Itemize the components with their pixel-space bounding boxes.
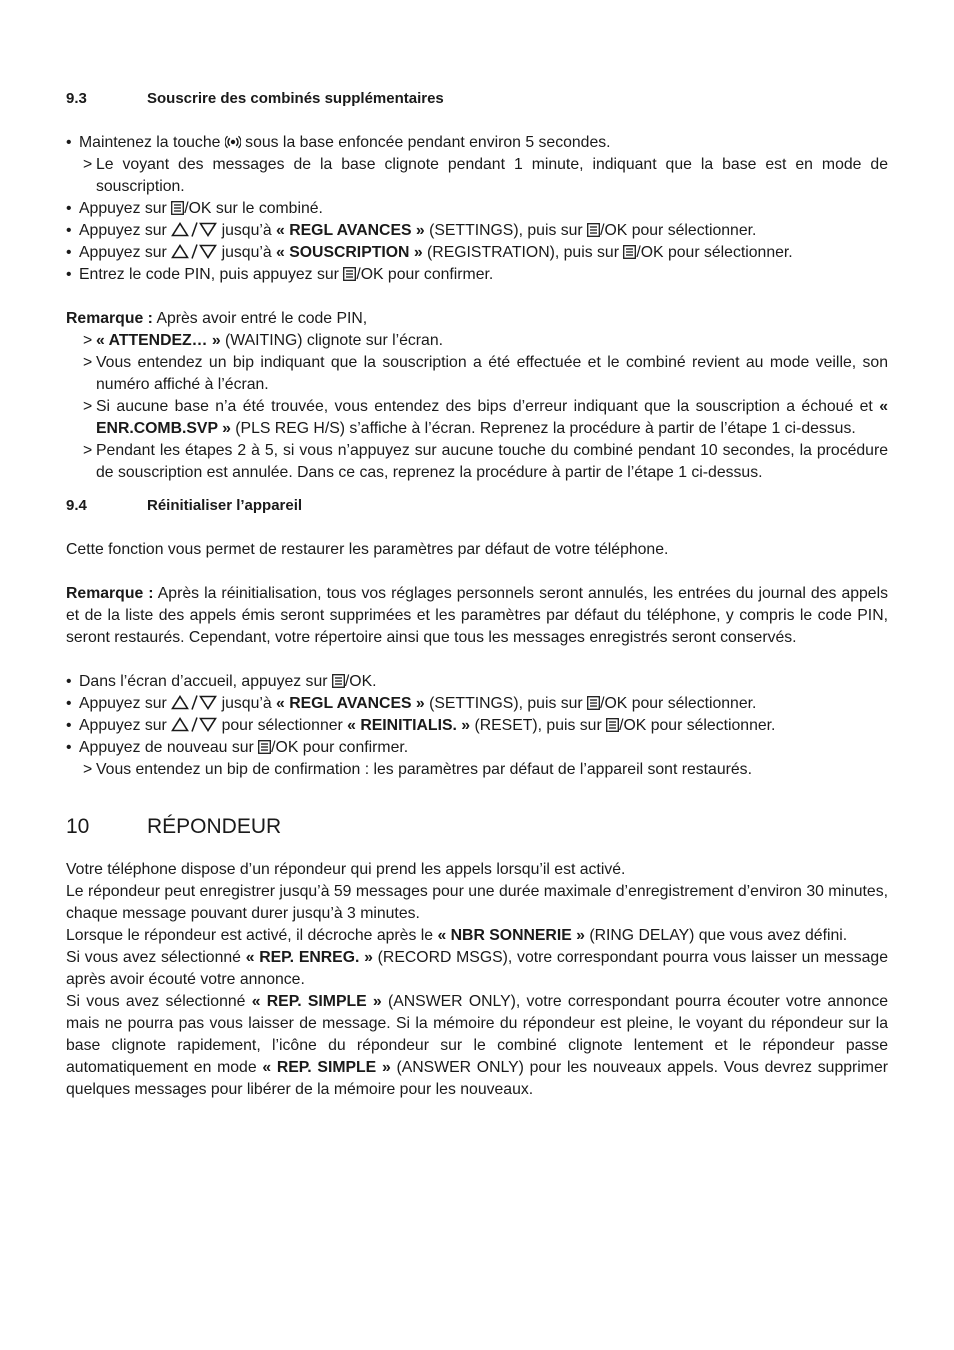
item-text: Vous entendez un bip indiquant que la souscription a été effectuée et le combiné revient au mode veille, son numéro affiché à l’écran. (96, 354, 888, 393)
item-text: jusqu’à (221, 244, 272, 261)
ok-key-label: /OK (271, 739, 299, 756)
item-text: pour sélectionner. (631, 695, 757, 712)
item-text: pour confirmer. (387, 266, 494, 283)
menu-option: « REGL AVANCES » (276, 695, 425, 712)
item-text: Entrez le code PIN, puis appuyez sur (79, 266, 339, 283)
bullet: • (66, 695, 72, 712)
item-text: Appuyez sur (79, 695, 167, 712)
paragraph: Le répondeur peut enregistrer jusqu’à 59 messages pour une durée maximale d’enregistrement d’environ 30 minutes, chaque message pouvant durer jusqu’à 3 minutes. (66, 883, 888, 922)
item-text: jusqu’à (221, 222, 272, 239)
bullet: • (66, 222, 72, 239)
list-item (66, 264, 888, 286)
remark-label: Remarque : (66, 310, 153, 327)
arrow-marker: > (83, 761, 93, 778)
item-text: jusqu’à (221, 695, 272, 712)
section-heading-9-3 (66, 88, 888, 110)
bullet: • (66, 717, 72, 734)
ok-key-label: /OK (636, 244, 664, 261)
remark (66, 308, 888, 330)
paragraph (66, 925, 888, 947)
item-text: (RING DELAY) que vous avez défini. (589, 927, 848, 944)
menu-option: « REP. SIMPLE » (262, 1059, 391, 1076)
chapter-heading-10 (66, 813, 888, 841)
ok-key-label: /OK (600, 695, 628, 712)
item-text: (PLS REG H/S) s’affiche à l’écran. Reprenez la procédure à partir de l’étape 1 ci-dessus. (235, 420, 856, 437)
list-item (66, 242, 888, 264)
paragraph (66, 991, 888, 1101)
menu-icon (258, 740, 271, 754)
item-text: Si vous avez sélectionné (66, 949, 241, 966)
sub-list-item (66, 759, 888, 781)
item-text: (ANSWER ONLY) pour les nouveaux appels. Vous devrez supprimer quelques messages pour libérer de la mémoire pour les nouveaux. (66, 1059, 889, 1098)
arrow-marker: > (83, 354, 93, 371)
section-heading-9-4 (66, 495, 888, 517)
item-text: Dans l’écran d’accueil, appuyez sur (79, 673, 328, 690)
ok-key-label: /OK (356, 266, 384, 283)
item-text: pour sélectionner. (631, 222, 757, 239)
item-text: Maintenez la touche (79, 134, 221, 151)
item-text: (WAITING) clignote sur l’écran. (225, 332, 444, 349)
item-text: pour sélectionner. (667, 244, 793, 261)
list-item (66, 132, 888, 154)
list-item (66, 737, 888, 759)
menu-option: « NBR SONNERIE » (437, 927, 585, 944)
menu-option: « REP. ENREG. » (245, 949, 373, 966)
remark-label: Remarque : (66, 585, 154, 602)
item-text: sur le combiné. (215, 200, 323, 217)
menu-option: « REP. SIMPLE » (251, 993, 382, 1010)
item-text: pour confirmer. (302, 739, 409, 756)
section-number: 9.4 (66, 497, 87, 514)
item-text: Si vous avez sélectionné (66, 993, 246, 1010)
item-text: (RECORD MSGS), votre correspondant pourra vous laisser un message après avoir écouté votre annonce. (66, 949, 888, 988)
paging-icon (225, 135, 241, 149)
item-text: Lorsque le répondeur est activé, il décroche après le (66, 927, 434, 944)
remark-text: Après la réinitialisation, tous vos réglages personnels seront annulés, les entrées du journal des appels et de la liste des appels émis seront supprimées et les paramètres par défaut du téléphone, y compris le code PIN, seront restaurés. Cependant, votre répertoire ainsi que tous les messages enregistrés seront conservés. (66, 585, 888, 646)
section-title: Souscrire des combinés supplémentaires (147, 90, 444, 107)
menu-option: « REINITIALIS. » (347, 717, 471, 734)
chapter-body (66, 859, 888, 1101)
item-text: Appuyez sur (79, 244, 167, 261)
up-down-arrows-icon (171, 717, 217, 732)
menu-icon (606, 718, 619, 732)
item-text: Appuyez de nouveau sur (79, 739, 254, 756)
menu-icon (343, 267, 356, 281)
item-text: Le voyant des messages de la base clignote pendant 1 minute, indiquant que la base est en mode de souscription. (96, 156, 888, 195)
bullet: • (66, 266, 72, 283)
list-item (66, 693, 888, 715)
ok-key-label: /OK. (344, 673, 377, 690)
sub-list-item (66, 396, 888, 440)
bullet: • (66, 244, 72, 261)
item-text: pour sélectionner (221, 717, 343, 734)
item-text: Pendant les étapes 2 à 5, si vous n’appuyez sur aucune touche du combiné pendant 10 secondes, la procédure de souscription est annulée. Dans ce cas, reprenez la procédure à partir de l’étape 1 ci-dessus. (96, 442, 888, 481)
arrow-marker: > (83, 156, 93, 173)
up-down-arrows-icon (171, 695, 217, 710)
sub-list-item (66, 352, 888, 396)
menu-icon (332, 674, 345, 688)
section-title: Réinitialiser l’appareil (147, 497, 303, 514)
bullet: • (66, 200, 72, 217)
document-page (66, 88, 888, 1101)
item-text: (REGISTRATION), puis sur (427, 244, 619, 261)
item-text: pour sélectionner. (650, 717, 776, 734)
item-text: (SETTINGS), puis sur (429, 695, 583, 712)
remark (66, 583, 888, 649)
ok-key-label: /OK (184, 200, 212, 217)
paragraph (66, 947, 888, 991)
menu-option: « SOUSCRIPTION » (276, 244, 423, 261)
bullet: • (66, 134, 72, 151)
up-down-arrows-icon (171, 222, 217, 237)
menu-icon (587, 696, 600, 710)
arrow-marker: > (83, 442, 93, 459)
up-down-arrows-icon (171, 244, 217, 259)
item-text: Vous entendez un bip de confirmation : les paramètres par défaut de l’appareil sont restaurés. (96, 761, 752, 778)
list-item (66, 671, 888, 693)
bullet: • (66, 673, 72, 690)
list-item (66, 198, 888, 220)
menu-icon (171, 201, 184, 215)
list-item (66, 220, 888, 242)
remark-text: Après avoir entré le code PIN, (156, 310, 368, 327)
sub-list-item (66, 440, 888, 484)
item-text: Si aucune base n’a été trouvée, vous entendez des bips d’erreur indiquant que la souscription a échoué et (96, 398, 873, 415)
menu-icon (587, 223, 600, 237)
menu-icon (623, 245, 636, 259)
ok-key-label: /OK (600, 222, 628, 239)
menu-option: « ENR.COMB.SVP » (96, 398, 888, 437)
menu-option: « ATTENDEZ… » (96, 332, 221, 349)
item-text: Appuyez sur (79, 717, 167, 734)
section-number: 9.3 (66, 90, 87, 107)
menu-option: « REGL AVANCES » (276, 222, 425, 239)
item-text: Appuyez sur (79, 200, 167, 217)
paragraph: Votre téléphone dispose d’un répondeur qui prend les appels lorsqu’il est activé. (66, 861, 626, 878)
paragraph: Cette fonction vous permet de restaurer les paramètres par défaut de votre téléphone. (66, 541, 669, 558)
item-text: sous la base enfoncée pendant environ 5 secondes. (245, 134, 611, 151)
item-text: (RESET), puis sur (474, 717, 602, 734)
arrow-marker: > (83, 398, 93, 415)
ok-key-label: /OK (619, 717, 647, 734)
sub-list-item (66, 154, 888, 198)
sub-list-item (66, 330, 888, 352)
chapter-number: 10 (66, 815, 90, 838)
item-text: (SETTINGS), puis sur (429, 222, 583, 239)
item-text: (ANSWER ONLY), votre correspondant pourra écouter votre annonce mais ne pourra pas vous laisser de message. Si la mémoire du répondeur est pleine, le voyant du répondeur sur la base clignote rapidement, l’icône du répondeur sur le combiné clignote lentement et le répondeur passe automatiquement en mode (66, 993, 889, 1076)
bullet: • (66, 739, 72, 756)
list-item (66, 715, 888, 737)
item-text: Appuyez sur (79, 222, 167, 239)
arrow-marker: > (83, 332, 93, 349)
chapter-title: RÉPONDEUR (147, 815, 282, 838)
